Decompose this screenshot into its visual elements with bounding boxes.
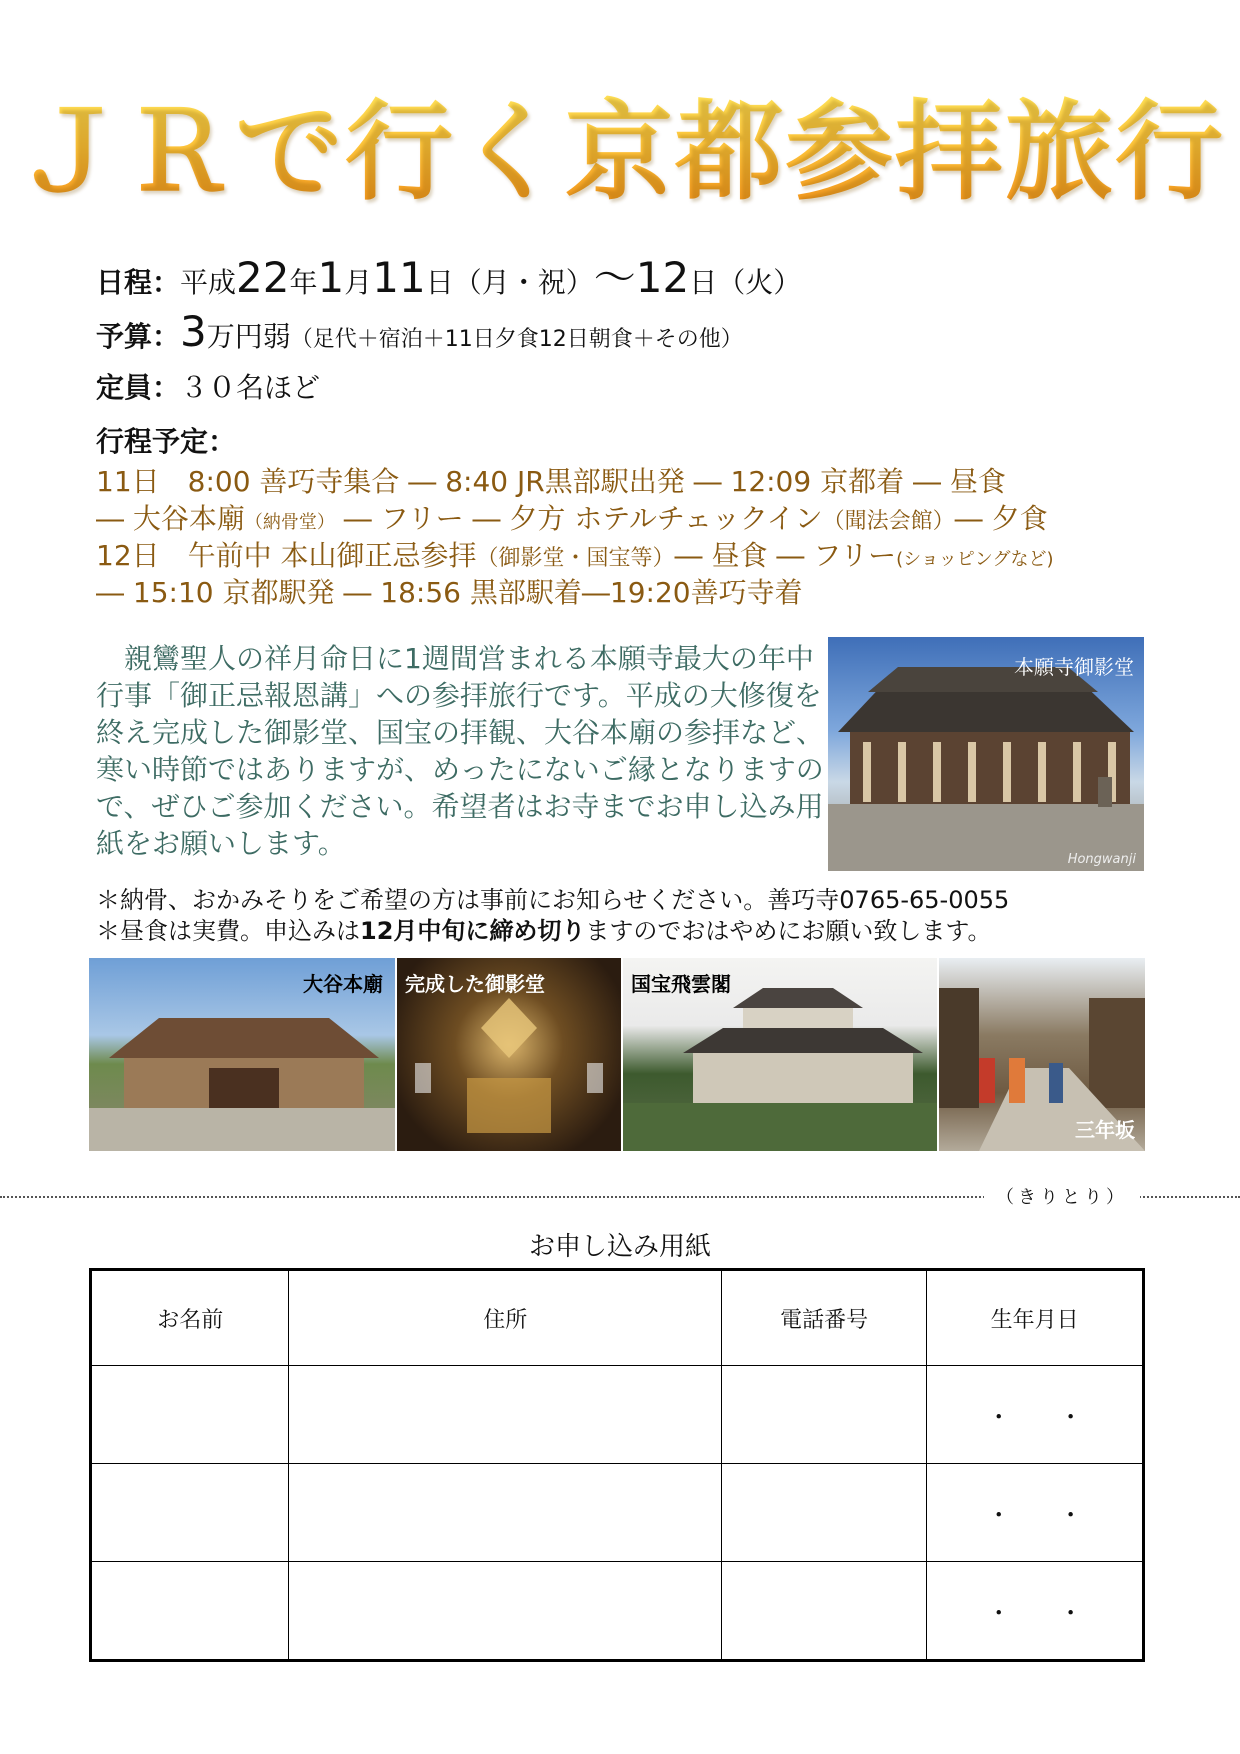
schedule-month: 1 bbox=[317, 253, 345, 302]
itin3-a: 12日 午前中 本山御正忌参拝 bbox=[96, 539, 477, 572]
phone-field[interactable] bbox=[722, 1464, 927, 1562]
caption-sannenzaka: 三年坂 bbox=[1075, 1118, 1135, 1142]
budget-unit: 万円弱 bbox=[206, 320, 291, 353]
itinerary-line-4: ― 15:10 京都駅発 ― 18:56 黒部駅着―19:20善巧寺着 bbox=[96, 576, 803, 609]
birthdate-field[interactable]: ・ ・ bbox=[927, 1562, 1144, 1661]
itinerary-line-1: 11日 8:00 善巧寺集合 ― 8:40 JR黒部駅出発 ― 12:09 京都着 ― 昼食 bbox=[96, 465, 1006, 498]
address-field[interactable] bbox=[289, 1366, 722, 1464]
itin2-e: ― 夕食 bbox=[954, 502, 1048, 535]
photo-goeido-interior bbox=[397, 958, 621, 1151]
watermark-text: Hongwanji bbox=[1067, 852, 1136, 867]
form-row bbox=[91, 1464, 1144, 1562]
photo-otani-honbyo bbox=[89, 958, 395, 1151]
schedule-weekday: （月・祝） bbox=[453, 266, 594, 299]
address-field[interactable] bbox=[289, 1562, 722, 1661]
schedule-era: 平成 bbox=[180, 266, 237, 299]
budget-label: 予算： bbox=[96, 320, 181, 353]
note-2 bbox=[96, 916, 992, 947]
birthdate-field[interactable]: ・ ・ bbox=[927, 1366, 1144, 1464]
schedule-end-day: 12 bbox=[635, 253, 690, 302]
header-name: お名前 bbox=[91, 1270, 289, 1366]
name-field[interactable] bbox=[91, 1562, 289, 1661]
schedule-end-unit: 日 bbox=[689, 266, 718, 299]
schedule-year: 22 bbox=[236, 253, 290, 302]
photo-hiunkaku bbox=[623, 958, 937, 1151]
note-2b: 12月中旬に締め切り bbox=[360, 917, 586, 945]
photo-sannenzaka bbox=[939, 958, 1145, 1151]
schedule-line bbox=[96, 253, 802, 303]
itinerary-label bbox=[96, 422, 236, 462]
itinerary-line-2 bbox=[96, 500, 1048, 541]
itin2-b: （納骨堂） bbox=[244, 512, 335, 533]
schedule-label: 日程： bbox=[96, 266, 181, 299]
capacity-line bbox=[96, 368, 320, 408]
address-field[interactable] bbox=[289, 1464, 722, 1562]
note-1: ＊納骨、おかみそりをご希望の方は事前にお知らせください。善巧寺0765-65-0055 bbox=[96, 886, 1010, 914]
capacity-label: 定員： bbox=[96, 371, 181, 404]
main-photo-caption: 本願寺御影堂 bbox=[1014, 655, 1134, 679]
budget-amount: 3 bbox=[180, 307, 207, 356]
cut-label: （きりとり） bbox=[984, 1183, 1140, 1209]
header-address: 住所 bbox=[289, 1270, 722, 1366]
itin2-c: ― フリー ― 夕方 ホテルチェックイン bbox=[334, 502, 823, 535]
name-field[interactable] bbox=[91, 1366, 289, 1464]
header-birthdate: 生年月日 bbox=[927, 1270, 1144, 1366]
schedule-end-weekday: （火） bbox=[717, 266, 802, 299]
caption-otani: 大谷本廟 bbox=[303, 972, 383, 996]
caption-hiunkaku: 国宝飛雲閣 bbox=[631, 972, 731, 996]
description-paragraph: 親鸞聖人の祥月命日に1週間営まれる本願寺最大の年中行事「御正忌報恩講」への参拝旅行です。平成の大修復を終え完成した御影堂、国宝の拝観、大谷本廟の参拝など、寒い時節ではありますが、めったにないご縁となりますので、ぜひご参加ください。希望者はお寺までお申し込み用紙をお願いします。 bbox=[96, 642, 825, 860]
birthdate-field[interactable]: ・ ・ bbox=[927, 1464, 1144, 1562]
phone-field[interactable] bbox=[722, 1366, 927, 1464]
budget-note: （足代＋宿泊＋11日夕食12日朝食＋その他） bbox=[290, 327, 743, 352]
schedule-year-unit: 年 bbox=[289, 266, 318, 299]
application-form-table bbox=[89, 1268, 1145, 1662]
itin3-d: (ショッピングなど) bbox=[896, 549, 1054, 570]
itin2-d: （聞法会館） bbox=[822, 509, 955, 534]
main-photo-goeido bbox=[828, 637, 1144, 871]
budget-line bbox=[96, 307, 743, 360]
page-title: ＪＲで行く京都参拝旅行 bbox=[0, 88, 1240, 218]
itin2-a: ― 大谷本廟 bbox=[96, 502, 245, 535]
name-field[interactable] bbox=[91, 1464, 289, 1562]
form-header-row bbox=[91, 1270, 1144, 1366]
itinerary-label-text: 行程予定： bbox=[96, 425, 237, 458]
schedule-day: 11 bbox=[372, 253, 426, 302]
schedule-day-unit: 日 bbox=[425, 266, 454, 299]
itin3-b: （御影堂・国宝等） bbox=[476, 546, 675, 571]
note-2c: ますのでおはやめにお願い致します。 bbox=[585, 917, 992, 945]
itinerary-line-3 bbox=[96, 537, 1053, 578]
capacity-value: ３０名ほど bbox=[180, 371, 321, 404]
header-phone: 電話番号 bbox=[722, 1270, 927, 1366]
itin3-c: ― 昼食 ― フリー bbox=[674, 539, 897, 572]
form-title: お申し込み用紙 bbox=[528, 1232, 711, 1262]
form-row bbox=[91, 1366, 1144, 1464]
note-2a: ＊昼食は実費。申込みは bbox=[96, 917, 360, 945]
schedule-month-unit: 月 bbox=[344, 266, 373, 299]
form-row bbox=[91, 1562, 1144, 1661]
caption-goeido: 完成した御影堂 bbox=[405, 972, 545, 996]
schedule-tilde: 〜 bbox=[593, 253, 636, 302]
phone-field[interactable] bbox=[722, 1562, 927, 1661]
